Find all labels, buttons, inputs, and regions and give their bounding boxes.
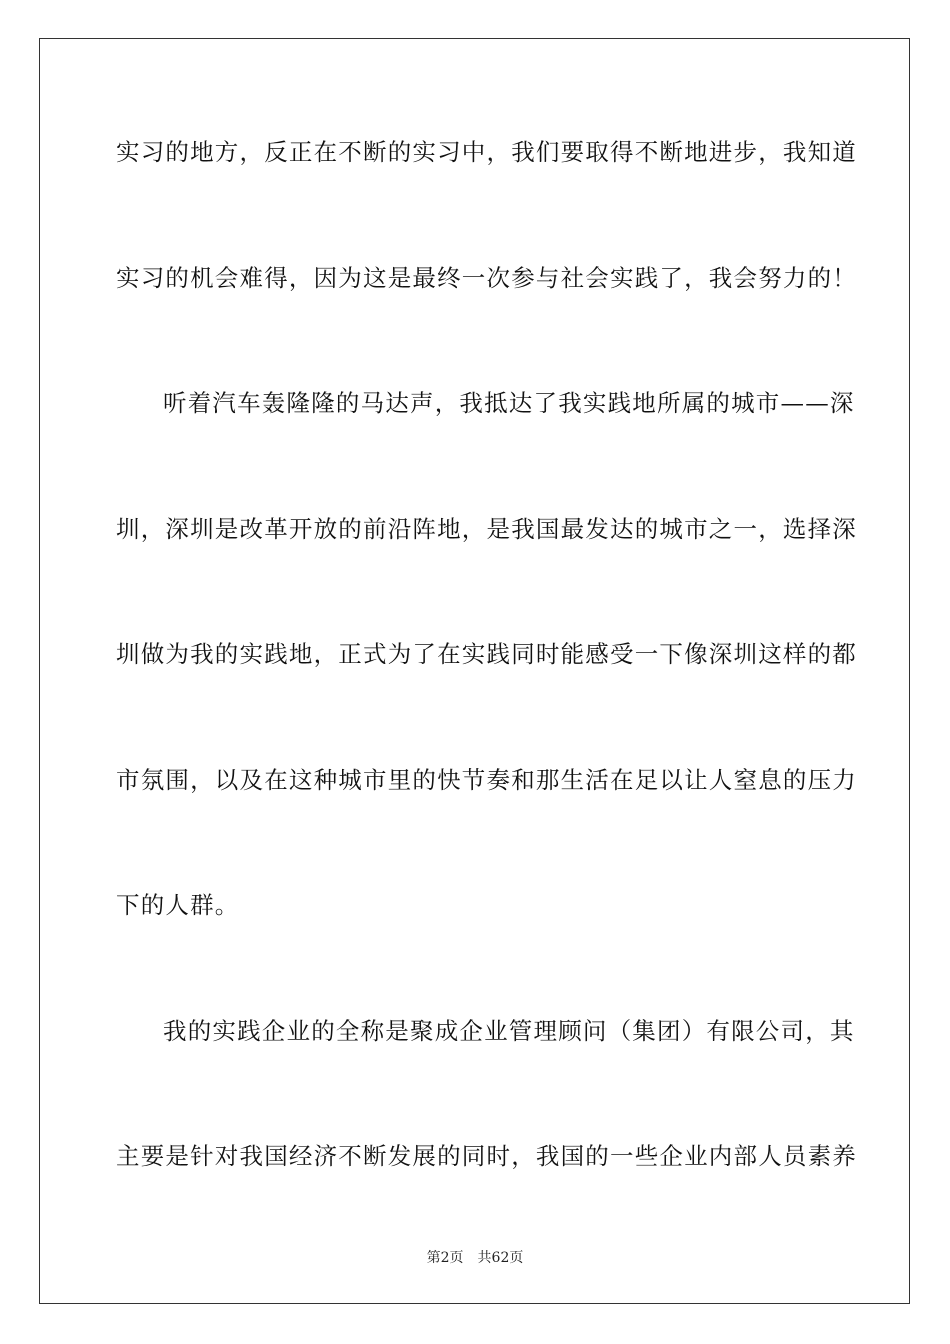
text-line: 实习的机会难得，因为这是最终一次参与社会实践了，我会努力的！: [116, 263, 857, 292]
document-body: [116, 120, 857, 1188]
page-footer: [0, 1247, 950, 1267]
text-line: 我的实践企业的全称是聚成企业管理顾问（集团）有限公司，其: [163, 1016, 855, 1045]
text-line: 市氛围，以及在这种城市里的快节奏和那生活在足以让人窒息的压力: [116, 765, 857, 794]
text-line: 听着汽车轰隆隆的马达声，我抵达了我实践地所属的城市——深: [163, 389, 855, 417]
text-line: 下的人群。: [116, 891, 240, 919]
text-line: 实习的地方，反正在不断的实习中，我们要取得不断地进步，我知道: [116, 138, 857, 166]
text-line: 圳做为我的实践地，正式为了在实践同时能感受一下像深圳这样的都: [116, 640, 857, 668]
page-number: 第2页: [426, 1250, 464, 1266]
text-line: 主要是针对我国经济不断发展的同时，我国的一些企业内部人员素养: [116, 1142, 857, 1170]
total-pages: 共62页: [477, 1250, 524, 1266]
text-line: 圳，深圳是改革开放的前沿阵地，是我国最发达的城市之一，选择深: [116, 514, 857, 543]
